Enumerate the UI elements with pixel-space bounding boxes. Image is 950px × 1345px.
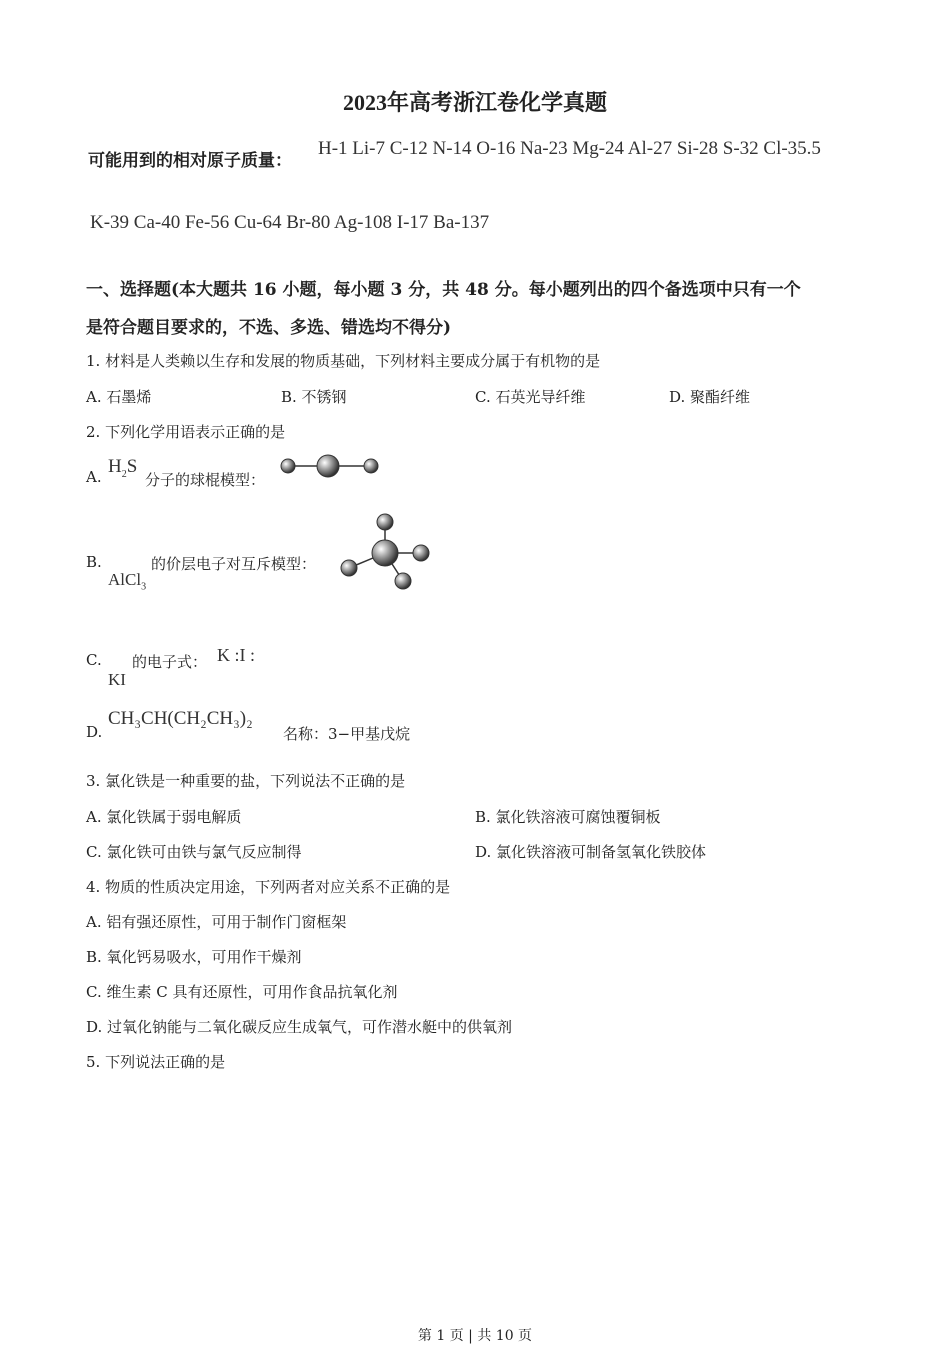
q5-stem: 5. 下列说法正确的是 [86,1053,226,1071]
page-title: 2023年高考浙江卷化学真题 [342,90,607,115]
masses-line2: K-39 Ca-40 Fe-56 Cu-64 Br-80 Ag-108 I-17 Ba-137 [90,212,490,233]
q3-option-c: C. 氯化铁可由铁与氯气反应制得 [86,843,302,861]
q1-option-c: C. 石英光导纤维 [475,388,586,406]
q1-option-b: B. 不锈钢 [281,388,347,406]
q2-a-label: A. [86,468,102,486]
masses-label: 可能用到的相对原子质量： [88,151,292,171]
q1-stem: 1. 材料是人类赖以生存和发展的物质基础，下列材料主要成分属于有机物的是 [86,352,601,370]
q3-option-a: A. 氯化铁属于弱电解质 [86,808,242,826]
q1-option-a: A. 石墨烯 [86,388,152,406]
q4-option-a: A. 铝有强还原性，可用于制作门窗框架 [86,913,347,931]
q2-a-text: 分子的球棍模型： [145,471,266,489]
q3-stem: 3. 氯化铁是一种重要的盐，下列说法不正确的是 [86,772,406,790]
q3-option-d: D. 氯化铁溶液可制备氢氧化铁胶体 [475,843,707,861]
q3-option-b: B. 氯化铁溶液可腐蚀覆铜板 [475,808,661,826]
masses-line1: H-1 Li-7 C-12 N-14 O-16 Na-23 Mg-24 Al-27 Si-28 S-32 Cl-35.5 [318,138,821,159]
h2s-ball-stick-model [278,452,383,482]
q2-d-label: D. [86,723,103,741]
q2-stem: 2. 下列化学用语表示正确的是 [86,423,286,441]
page-footer: 第 1 页 | 共 10 页 [417,1328,533,1344]
q2-c-label: C. [86,651,102,669]
q2-c-text: 的电子式： [132,653,208,671]
q4-option-d: D. 过氧化钠能与二氧化碳反应生成氧气，可作潜水艇中的供氧剂 [86,1018,513,1036]
section-heading-cont: 是符合题目要求的，不选、多选、错选均不得分) [86,318,452,338]
q4-stem: 4. 物质的性质决定用途，下列两者对应关系不正确的是 [86,878,451,896]
vsepr-model [335,508,435,593]
q2-b-label: B. [86,553,102,571]
q2-c-formula: KI [108,670,126,689]
ki-electron-formula: K :I : [217,645,256,665]
q2-b-formula: AlCl$_3$ [108,570,147,593]
section-heading: 一、选择题(本大题共 16 小题，每小题 3 分，共 48 分。每小题列出的四个备选项中只有一个 [86,280,801,300]
q2-b-text: 的价层电子对互斥模型： [151,555,317,573]
q2-a-formula: $H_2S$ [108,456,138,480]
q2-d-text: 名称：3−甲基戊烷 [283,725,411,743]
q4-option-b: B. 氧化钙易吸水，可用作干燥剂 [86,948,302,966]
q4-option-c: C. 维生素 C 具有还原性，可用作食品抗氧化剂 [86,983,398,1001]
q2-d-formula: CH₃CH(CH₂CH₃)₂ [108,708,253,729]
q1-option-d: D. 聚酯纤维 [669,388,751,406]
